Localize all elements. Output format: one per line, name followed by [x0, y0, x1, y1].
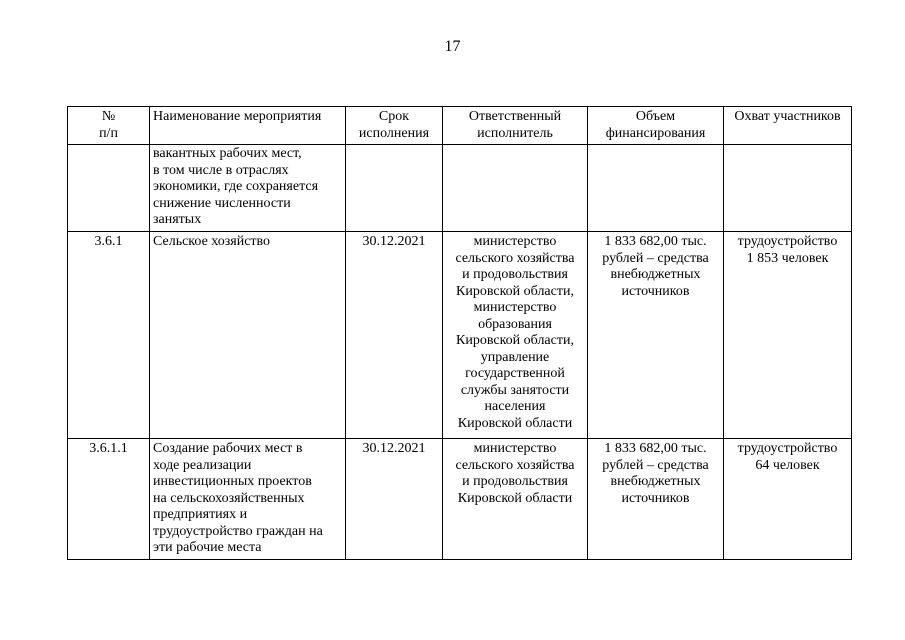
header-number: № п/п: [68, 107, 150, 145]
cell-name: Сельское хозяйство: [150, 232, 346, 439]
cell-executor: [443, 145, 588, 232]
page-number: 17: [444, 38, 461, 55]
cell-name: Создание рабочих мест в ходе реализации инвестиционных проектов на сельскохозяйственных предприятиях и трудоустройство граждан на эти рабочие места: [150, 439, 346, 560]
header-executor: Ответственный исполнитель: [443, 107, 588, 145]
cell-coverage: трудоустройство 64 человек: [724, 439, 852, 560]
cell-number: [68, 145, 150, 232]
cell-executor: министерство сельского хозяйства и продовольствия Кировской области: [443, 439, 588, 560]
cell-executor: министерство сельского хозяйства и продовольствия Кировской области, министерство образования Кировской области, управление государственной службы занятости населения Кировской области: [443, 232, 588, 439]
measures-table: [67, 106, 852, 560]
cell-coverage: [724, 145, 852, 232]
cell-funding: [588, 145, 724, 232]
table-header-row: [68, 107, 852, 145]
table-row-continuation: [68, 145, 852, 232]
header-coverage: Охват участников: [724, 107, 852, 145]
table-row: [68, 232, 852, 439]
cell-name: вакантных рабочих мест, в том числе в отраслях экономики, где сохраняется снижение численности занятых: [150, 145, 346, 232]
cell-funding: 1 833 682,00 тыс. рублей – средства внебюджетных источников: [588, 232, 724, 439]
header-name: Наименование мероприятия: [150, 107, 346, 145]
cell-funding: 1 833 682,00 тыс. рублей – средства внебюджетных источников: [588, 439, 724, 560]
table-row: [68, 439, 852, 560]
cell-deadline: 30.12.2021: [346, 232, 443, 439]
header-funding: Объем финансирования: [588, 107, 724, 145]
cell-deadline: [346, 145, 443, 232]
cell-deadline: 30.12.2021: [346, 439, 443, 560]
cell-number: 3.6.1: [68, 232, 150, 439]
header-deadline: Срок исполнения: [346, 107, 443, 145]
cell-coverage: трудоустройство 1 853 человек: [724, 232, 852, 439]
cell-number: 3.6.1.1: [68, 439, 150, 560]
